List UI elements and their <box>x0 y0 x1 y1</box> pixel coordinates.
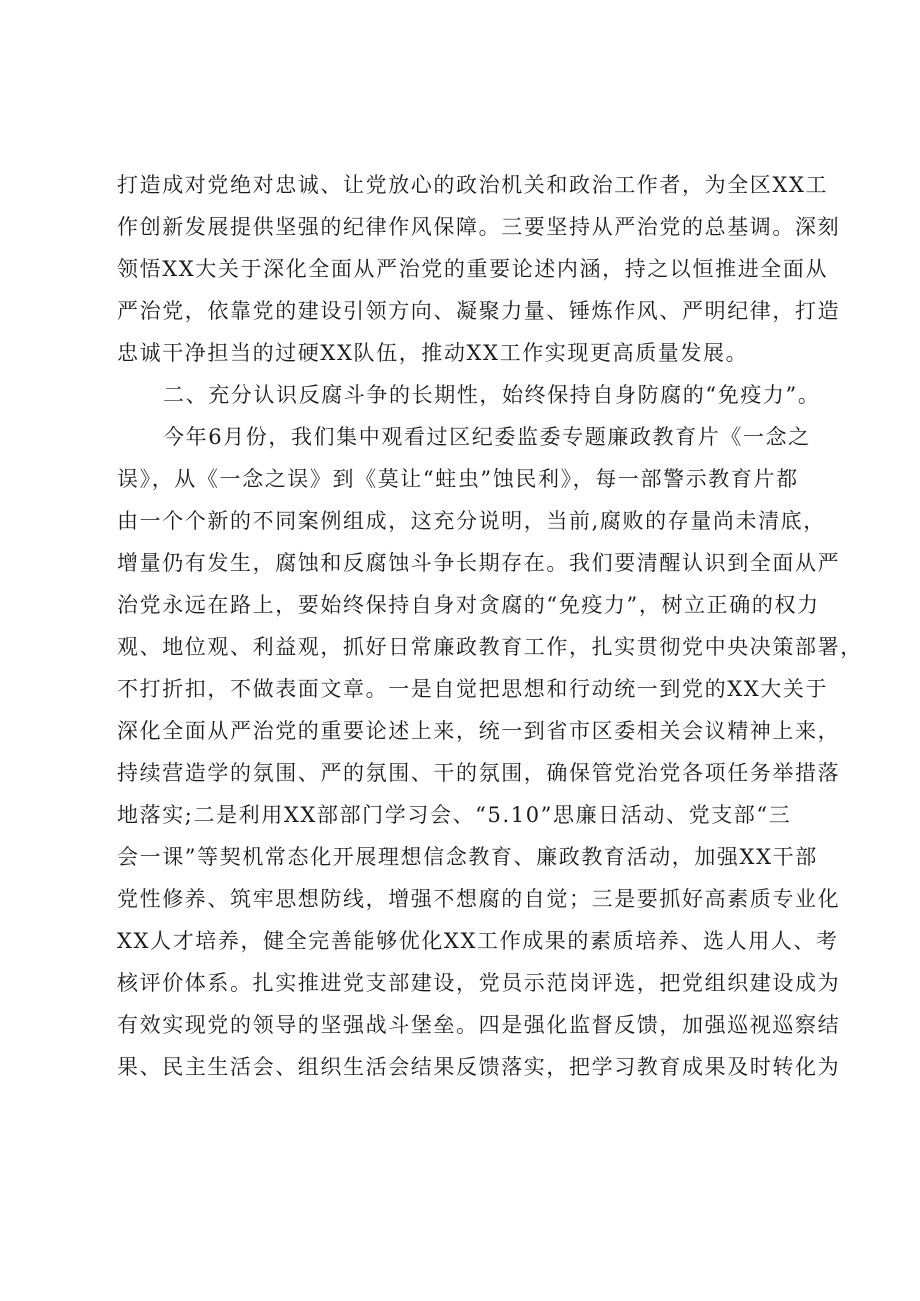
text-line: 打造成对党绝对忠诚、让党放心的政治机关和政治工作者，为全区XX工 <box>117 173 829 197</box>
text-line: 会一课”等契机常态化开展理想信念教育、廉政教育活动，加强XX干部 <box>117 845 818 869</box>
text-line: 地落实;二是利用XX部部门学习会、“5.10”思廉日活动、党支部“三 <box>117 803 792 827</box>
text-line: 观、地位观、利益观，抓好日常廉政教育工作，扎实贯彻党中央决策部署， <box>117 635 863 659</box>
text-line: 持续营造学的氛围、严的氛围、干的氛围，确保管党治党各项任务举措落 <box>117 761 841 785</box>
section-heading: 二、充分认识反腐斗争的长期性，始终保持自身防腐的“免疫力”。 <box>163 383 821 407</box>
text-line: 果、民主生活会、组织生活会结果反馈落实，把学习教育成果及时转化为 <box>117 1055 841 1079</box>
text-line: 严治党，依靠党的建设引领方向、凝聚力量、锤炼作风、严明纪律，打造 <box>117 299 841 323</box>
text-line: 由一个个新的不同案例组成，这充分说明，当前,腐败的存量尚未清底， <box>117 509 826 533</box>
text-line: 有效实现党的领导的坚强战斗堡垒。四是强化监督反馈，加强巡视巡察结 <box>117 1013 841 1037</box>
text-line: 增量仍有发生，腐蚀和反腐蚀斗争长期存在。我们要清醒认识到全面从严 <box>117 551 841 575</box>
text-line: 领悟XX大关于深化全面从严治党的重要论述内涵，持之以恒推进全面从 <box>117 257 829 281</box>
text-line: 核评价体系。扎实推进党支部建设，党员示范岗评选，把党组织建设成为 <box>117 971 841 995</box>
text-line: 今年6月份，我们集中观看过区纪委监委专题廉政教育片《一念之 <box>163 425 811 449</box>
text-line: 党性修养、筑牢思想防线，增强不想腐的自觉；三是要抓好高素质专业化 <box>117 887 841 911</box>
text-line: 误》，从《一念之误》到《莫让“蛀虫”蚀民利》，每一部警示教育片都 <box>117 467 799 491</box>
text-line: 忠诚干净担当的过硬XX队伍，推动XX工作实现更高质量发展。 <box>117 341 749 365</box>
text-line: 深化全面从严治党的重要论述上来，统一到省市区委相关会议精神上来， <box>117 719 841 743</box>
text-line: 作创新发展提供坚强的纪律作风保障。三要坚持从严治党的总基调。深刻 <box>117 215 841 239</box>
text-line: XX人才培养，健全完善能够优化XX工作成果的素质培养、选人用人、考 <box>117 929 839 953</box>
text-line: 不打折扣，不做表面文章。一是自觉把思想和行动统一到党的XX大关于 <box>117 677 829 701</box>
text-line: 治党永远在路上，要始终保持自身对贪腐的“免疫力”，树立正确的权力 <box>117 593 820 617</box>
